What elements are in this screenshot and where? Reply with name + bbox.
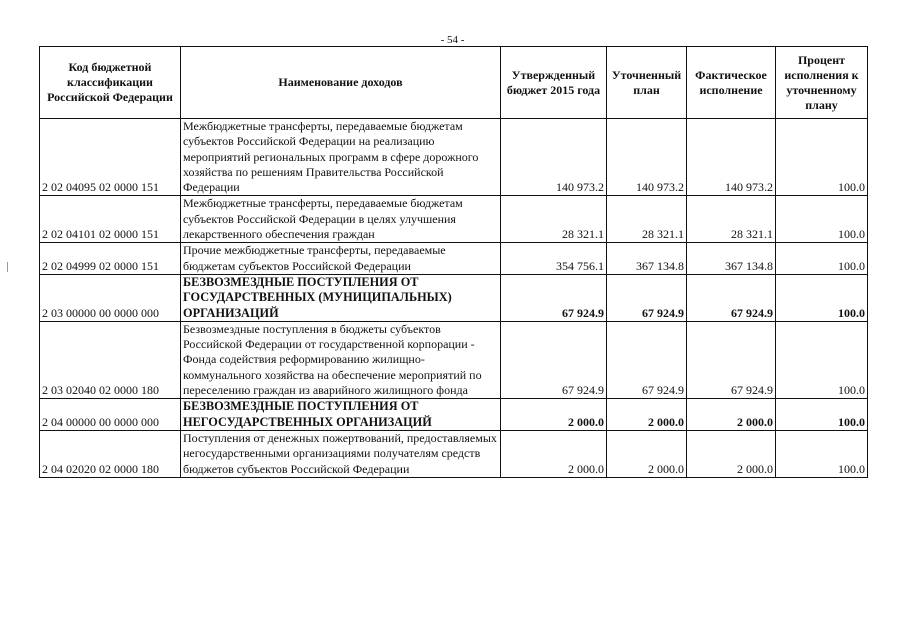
table-row xyxy=(40,196,868,243)
header-approved: Утвержденный бюджет 2015 года xyxy=(501,47,607,119)
row-code: 2 04 00000 00 0000 000 xyxy=(40,399,181,431)
row-percent: 100.0 xyxy=(776,119,868,196)
row-code: 2 02 04095 02 0000 151 xyxy=(40,119,181,196)
row-refined: 367 134.8 xyxy=(607,243,687,275)
row-name: Межбюджетные трансферты, передаваемые бюджетам субъектов Российской Федерации в целях улучшения лекарственного обеспечения граждан xyxy=(181,196,501,243)
row-actual: 2 000.0 xyxy=(687,399,776,431)
row-percent: 100.0 xyxy=(776,321,868,398)
row-percent: 100.0 xyxy=(776,274,868,321)
table-row xyxy=(40,243,868,275)
row-refined: 28 321.1 xyxy=(607,196,687,243)
row-actual: 67 924.9 xyxy=(687,274,776,321)
row-percent: 100.0 xyxy=(776,196,868,243)
row-code: 2 04 02020 02 0000 180 xyxy=(40,430,181,477)
row-name: Прочие межбюджетные трансферты, передаваемые бюджетам субъектов Российской Федерации xyxy=(181,243,501,275)
row-approved: 354 756.1 xyxy=(501,243,607,275)
row-approved: 2 000.0 xyxy=(501,399,607,431)
header-code: Код бюджетной классификации Российской Федерации xyxy=(40,47,181,119)
table-header-row xyxy=(40,47,868,119)
table-row xyxy=(40,321,868,398)
row-approved: 2 000.0 xyxy=(501,430,607,477)
row-refined: 67 924.9 xyxy=(607,321,687,398)
row-refined: 67 924.9 xyxy=(607,274,687,321)
row-actual: 2 000.0 xyxy=(687,430,776,477)
row-refined: 140 973.2 xyxy=(607,119,687,196)
margin-mark xyxy=(7,262,8,272)
row-percent: 100.0 xyxy=(776,430,868,477)
row-name: БЕЗВОЗМЕЗДНЫЕ ПОСТУПЛЕНИЯ ОТ ГОСУДАРСТВЕННЫХ (МУНИЦИПАЛЬНЫХ) ОРГАНИЗАЦИЙ xyxy=(181,274,501,321)
row-code: 2 02 04101 02 0000 151 xyxy=(40,196,181,243)
table-row-section xyxy=(40,274,868,321)
row-actual: 140 973.2 xyxy=(687,119,776,196)
row-actual: 367 134.8 xyxy=(687,243,776,275)
row-refined: 2 000.0 xyxy=(607,430,687,477)
row-code: 2 03 00000 00 0000 000 xyxy=(40,274,181,321)
table-row xyxy=(40,430,868,477)
row-approved: 140 973.2 xyxy=(501,119,607,196)
table-row xyxy=(40,119,868,196)
row-actual: 67 924.9 xyxy=(687,321,776,398)
row-approved: 67 924.9 xyxy=(501,321,607,398)
row-refined: 2 000.0 xyxy=(607,399,687,431)
row-name: Межбюджетные трансферты, передаваемые бюджетам субъектов Российской Федерации на реализацию мероприятий региональных программ в сфере дорожного хозяйства по решениям Правительства Российской Федерации xyxy=(181,119,501,196)
row-approved: 28 321.1 xyxy=(501,196,607,243)
row-percent: 100.0 xyxy=(776,243,868,275)
row-code: 2 03 02040 02 0000 180 xyxy=(40,321,181,398)
row-name: Поступления от денежных пожертвований, предоставляемых негосударственными организациями получателям средств бюджетов субъектов Российской Федерации xyxy=(181,430,501,477)
header-name: Наименование доходов xyxy=(181,47,501,119)
row-name: Безвозмездные поступления в бюджеты субъектов Российской Федерации от государственной корпорации - Фонда содействия реформированию жилищно-коммунального хозяйства на обеспечение мероприятий по переселению граждан из аварийного жилищного фонда xyxy=(181,321,501,398)
page-number: - 54 - xyxy=(440,34,465,46)
row-percent: 100.0 xyxy=(776,399,868,431)
row-approved: 67 924.9 xyxy=(501,274,607,321)
row-actual: 28 321.1 xyxy=(687,196,776,243)
row-code: 2 02 04999 02 0000 151 xyxy=(40,243,181,275)
header-percent: Процент исполнения к уточненному плану xyxy=(776,47,868,119)
row-name: БЕЗВОЗМЕЗДНЫЕ ПОСТУПЛЕНИЯ ОТ НЕГОСУДАРСТВЕННЫХ ОРГАНИЗАЦИЙ xyxy=(181,399,501,431)
table-row-section xyxy=(40,399,868,431)
header-refined: Уточненный план xyxy=(607,47,687,119)
revenue-table xyxy=(39,46,868,478)
header-actual: Фактическое исполнение xyxy=(687,47,776,119)
